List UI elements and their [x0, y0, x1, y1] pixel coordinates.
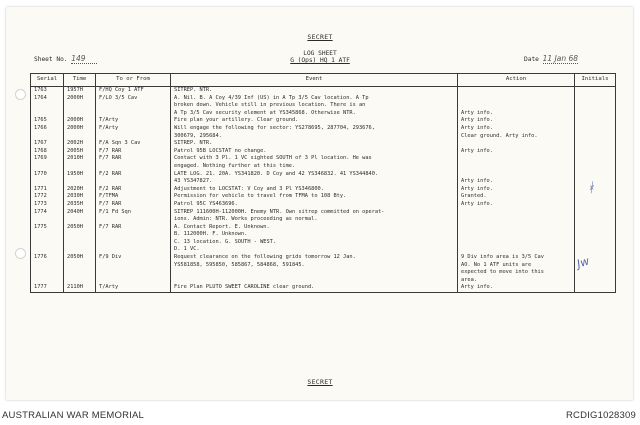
sheet-number-value: 149 — [71, 54, 86, 63]
sheet-date — [524, 54, 578, 64]
column-header-to-from: To or From — [96, 74, 171, 87]
event-cell-line: Permission for vehicle to travel from TFMA to 108 Bty. — [174, 193, 347, 200]
to-from-cell: F/HQ Coy 1 ATF — [96, 87, 171, 95]
sheet-number-label: Sheet No. — [34, 56, 68, 63]
archive-reference: RCDIG1028309 — [566, 410, 636, 421]
action-cell-line: area. — [461, 276, 477, 283]
initials-cell — [575, 140, 616, 148]
log-table-body — [31, 87, 616, 293]
time-cell: 2000H — [64, 95, 96, 118]
to-from-cell: T/Arty — [96, 117, 171, 125]
punch-hole-bottom — [15, 248, 26, 259]
event-cell — [171, 155, 458, 170]
event-cell — [171, 186, 458, 194]
event-cell — [171, 201, 458, 209]
serial-cell: 1771 — [31, 186, 64, 194]
column-header-serial: Serial — [31, 74, 64, 87]
event-cell-line: 43 YS347827. — [174, 178, 213, 185]
to-from-cell: F/TFMA — [96, 193, 171, 201]
event-cell — [171, 140, 458, 148]
event-cell — [171, 224, 458, 254]
table-row — [31, 95, 616, 118]
column-header-time: Time — [64, 74, 96, 87]
time-cell: 2030H — [64, 193, 96, 201]
table-header-row — [31, 74, 616, 87]
date-label: Date — [524, 56, 539, 63]
time-cell: 2050H — [64, 254, 96, 284]
action-cell — [458, 140, 575, 148]
action-cell — [458, 186, 575, 194]
action-cell-line: Arty info. — [461, 284, 493, 291]
event-cell-line: Adjustment to LOCSTAT: V Coy and 3 Pl YS346800. — [174, 185, 324, 192]
initials-cell — [575, 125, 616, 140]
action-cell — [458, 155, 575, 170]
initials-cell — [575, 224, 616, 254]
serial-cell: 1767 — [31, 140, 64, 148]
event-cell-line: Contact with 3 Pl. 1 VC sighted SOUTH of 3 Pl location. He was — [174, 155, 372, 162]
column-header-action: Action — [458, 74, 575, 87]
action-cell-line: AO. No 1 ATF units are — [461, 261, 532, 268]
event-cell — [171, 254, 458, 284]
to-from-cell: F/2 RAR — [96, 186, 171, 194]
time-cell: 1950H — [64, 171, 96, 186]
to-from-cell: F/7 RAR — [96, 201, 171, 209]
action-cell — [458, 284, 575, 292]
table-row — [31, 186, 616, 194]
to-from-cell: T/Arty — [96, 284, 171, 292]
action-cell-line: Arty info. — [461, 185, 493, 192]
table-row — [31, 193, 616, 201]
date-value: 11 Jan 68 — [542, 54, 579, 63]
action-cell — [458, 193, 575, 201]
event-cell-line: A Tp 3/5 Cav security element at YS345868. Otherwise NTR. — [174, 109, 356, 116]
time-cell: 2010H — [64, 155, 96, 170]
log-sheet-title — [220, 50, 420, 64]
serial-cell: 1772 — [31, 193, 64, 201]
serial-cell: 1773 — [31, 201, 64, 209]
action-cell-line: Arty info. — [461, 109, 493, 116]
serial-cell: 1770 — [31, 171, 64, 186]
action-cell — [458, 254, 575, 284]
column-header-initials: Initials — [575, 74, 616, 87]
column-header-event: Event — [171, 74, 458, 87]
initials-cell — [575, 284, 616, 292]
time-cell: 1957H — [64, 87, 96, 95]
action-cell — [458, 201, 575, 209]
serial-cell: 1768 — [31, 148, 64, 156]
action-cell — [458, 87, 575, 95]
serial-cell: 1775 — [31, 224, 64, 254]
time-cell: 2005H — [64, 148, 96, 156]
action-cell-line: expected to move into this — [461, 269, 544, 276]
event-cell-line: LATE LOG. 21. 20A. YS341820. D Coy and 42 YS346832. 41 YS344840. — [174, 170, 379, 177]
event-cell — [171, 284, 458, 292]
event-cell — [171, 87, 458, 95]
event-cell — [171, 171, 458, 186]
table-row — [31, 209, 616, 224]
table-row — [31, 284, 616, 292]
to-from-cell: F/1 Fd Sqn — [96, 209, 171, 224]
time-cell: 2020H — [64, 186, 96, 194]
event-cell — [171, 125, 458, 140]
action-cell — [458, 117, 575, 125]
event-cell-line: Fire plan your artillery. Clear ground. — [174, 117, 299, 124]
serial-cell: 1766 — [31, 125, 64, 140]
to-from-cell: F/7 RAR — [96, 155, 171, 170]
event-cell-line: SITREP 111600H-112000H. Enemy NTR. Own sitrep committed on operat- — [174, 208, 385, 215]
serial-cell: 1765 — [31, 117, 64, 125]
event-cell-line: A. Contact Report. E. Unknown. — [174, 223, 270, 230]
table-row — [31, 148, 616, 156]
action-cell-line — [461, 95, 571, 103]
serial-cell: 1763 — [31, 87, 64, 95]
pen-initials-signature: Jw — [575, 254, 591, 271]
action-cell-line: Arty info. — [461, 124, 493, 131]
pen-initials-mark: ᚼ — [586, 180, 596, 197]
to-from-cell: F/A Sqn 3 Cav — [96, 140, 171, 148]
action-cell — [458, 95, 575, 118]
to-from-cell: F/LO 3/5 Cav — [96, 95, 171, 118]
initials-cell — [575, 148, 616, 156]
punch-hole-top — [15, 89, 26, 100]
event-cell-line: SITREP. NTR. — [174, 140, 213, 147]
action-cell — [458, 209, 575, 224]
event-cell — [171, 209, 458, 224]
action-cell-line — [461, 102, 571, 110]
event-cell-line: Will engage the following for sector: YS278695, 287704, 293676, — [174, 124, 375, 131]
action-cell-line: 9 Div info area is 3/5 Cav — [461, 254, 544, 261]
action-cell-line: Arty info. — [461, 200, 493, 207]
archive-footer — [0, 407, 640, 425]
title-line-1: LOG SHEET — [303, 50, 337, 57]
time-cell: 2050H — [64, 224, 96, 254]
table-row — [31, 87, 616, 95]
serial-cell: 1774 — [31, 209, 64, 224]
event-cell-line: Request clearance on the following grids tomorrow 12 Jan. — [174, 254, 356, 261]
serial-cell: 1777 — [31, 284, 64, 292]
initials-cell — [575, 201, 616, 209]
table-row — [31, 171, 616, 186]
table-row — [31, 125, 616, 140]
to-from-cell: F/7 RAR — [96, 224, 171, 254]
to-from-cell: F/2 RAR — [96, 171, 171, 186]
event-cell-line: engaged. Nothing further at this time. — [174, 162, 296, 169]
event-cell-line: Patrol 95C YS463696. — [174, 200, 238, 207]
to-from-cell: F/Arty — [96, 125, 171, 140]
action-cell-line: Arty info. — [461, 117, 493, 124]
action-cell — [458, 224, 575, 254]
action-cell-line: Granted. — [461, 193, 487, 200]
event-cell-line: D. 1 VC. — [174, 246, 200, 253]
secret-marking-top: SECRET — [307, 33, 333, 41]
serial-cell: 1776 — [31, 254, 64, 284]
action-cell — [458, 171, 575, 186]
table-row — [31, 254, 616, 284]
time-cell: 2000H — [64, 117, 96, 125]
table-row — [31, 140, 616, 148]
log-table — [30, 73, 616, 293]
secret-marking-bottom: SECRET — [307, 378, 333, 386]
event-cell-line: 300679, 295684. — [174, 132, 222, 139]
event-cell — [171, 193, 458, 201]
time-cell: 2002H — [64, 140, 96, 148]
initials-cell — [575, 95, 616, 118]
event-cell-line: ions. Admin: NTR. Works proceeding as normal. — [174, 216, 318, 223]
archive-name: AUSTRALIAN WAR MEMORIAL — [2, 410, 145, 421]
table-row — [31, 155, 616, 170]
initials-cell — [575, 171, 616, 186]
to-from-cell: F/7 RAR — [96, 148, 171, 156]
time-cell: 2035H — [64, 201, 96, 209]
table-row — [31, 117, 616, 125]
action-cell-line: Clear ground. Arty info. — [461, 132, 538, 139]
initials-cell — [575, 209, 616, 224]
table-row — [31, 201, 616, 209]
action-cell — [458, 125, 575, 140]
to-from-cell: F/9 Div — [96, 254, 171, 284]
event-cell-line: A. Nil. B. A Coy 4/39 Inf (US) in A Tp 3/5 Cav location. A Tp — [174, 94, 369, 101]
initials-cell — [575, 155, 616, 170]
time-cell: 2000H — [64, 125, 96, 140]
serial-cell: 1769 — [31, 155, 64, 170]
sheet-number — [34, 54, 97, 64]
event-cell-line: broken down. Vehicle still in previous location. There is an — [174, 102, 366, 109]
event-cell-line: B. 112000H. F. Unknown. — [174, 231, 248, 238]
serial-cell: 1764 — [31, 95, 64, 118]
event-cell — [171, 148, 458, 156]
event-cell — [171, 95, 458, 118]
initials-cell — [575, 87, 616, 95]
event-cell-line: Fire Plan PLUTO SWEET CAROLINE clear ground. — [174, 284, 315, 291]
event-cell-line: YS581858, 595850, 585867, 584868, 591845. — [174, 261, 305, 268]
action-cell-line: Arty info. — [461, 147, 493, 154]
time-cell: 2110H — [64, 284, 96, 292]
action-cell-line — [461, 171, 571, 179]
event-cell-line: Patrol 95B LOCSTAT no change. — [174, 147, 267, 154]
action-cell — [458, 148, 575, 156]
time-cell: 2040H — [64, 209, 96, 224]
title-line-2: G (Ops) HQ 1 ATF — [290, 57, 350, 64]
event-cell — [171, 117, 458, 125]
initials-cell — [575, 117, 616, 125]
table-row — [31, 224, 616, 254]
event-cell-line: SITREP. NTR. — [174, 87, 213, 93]
action-cell-line: Arty info. — [461, 178, 493, 185]
event-cell-line: C. 13 location. G. SOUTH - WEST. — [174, 238, 277, 245]
